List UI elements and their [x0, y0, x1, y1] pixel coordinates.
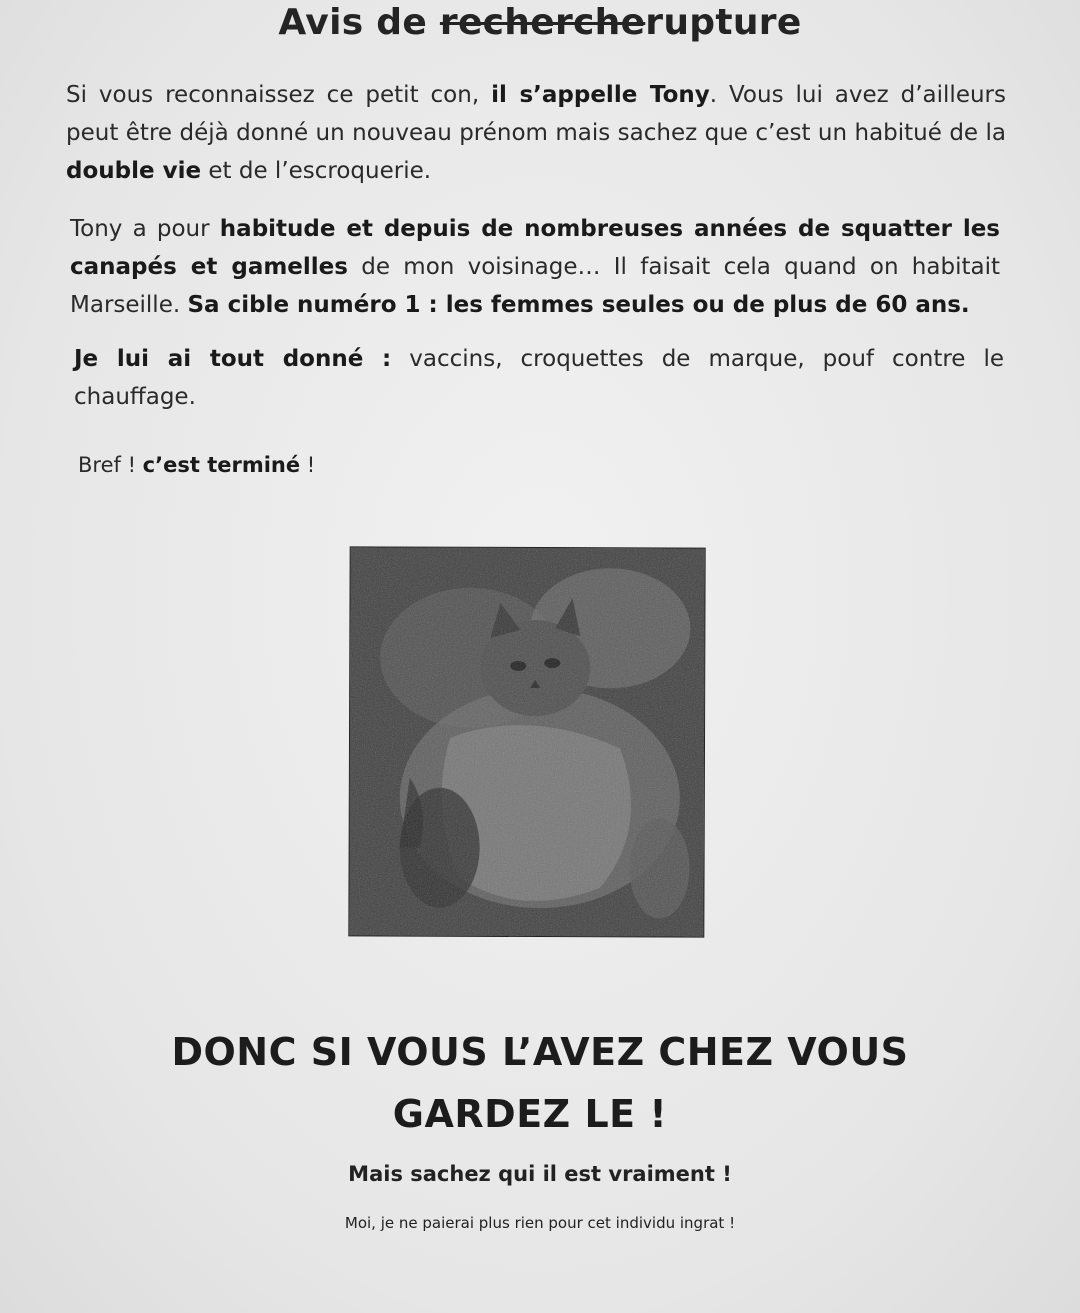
p3-text-1: vaccins, croquettes de marque, pouf contre le chauffage. [74, 346, 1004, 410]
headline-line-2: GARDEZ LE ! [392, 1092, 668, 1136]
p2-bold-2: Sa cible numéro 1 : les femmes seules ou de plus de 60 ans. [187, 292, 970, 318]
p1-text-2: . Vous lui avez d’ailleurs peut être déjà donné un nouveau prénom mais sachez que c’est un habitué de la [66, 82, 1006, 146]
title-struck-word: recherche [439, 2, 646, 43]
p1-bold-1: il s’appelle Tony [491, 82, 710, 108]
bref-text-1: Bref ! [78, 453, 143, 477]
bref-bold-1: c’est terminé [142, 453, 301, 477]
p1-text-1: Si vous reconnaissez ce petit con, [66, 82, 492, 108]
notice-title [0, 2, 1080, 43]
p2-bold-1: habitude et depuis de nombreuses années de squatter les canapés et gamelles [70, 216, 1001, 280]
p1-bold-2: double vie [66, 158, 202, 184]
title-prefix: Avis de [278, 2, 440, 43]
p2-text-2: de mon voisinage… Il faisait cela quand on habitait Marseille. [70, 254, 1000, 318]
paragraph-gifts [74, 340, 1004, 416]
paragraph-bref [78, 446, 678, 484]
p1-text-3: et de l’escroquerie. [201, 158, 432, 184]
paragraph-intro [66, 76, 1006, 190]
cat-photo [348, 546, 705, 937]
footer-line-1: Mais sachez qui il est vraiment ! [348, 1162, 732, 1186]
bref-text-2: ! [300, 453, 316, 477]
p3-bold-1: Je lui ai tout donné : [74, 346, 392, 372]
paragraph-habits [70, 210, 1000, 324]
p2-text-1: Tony a pour [70, 216, 220, 242]
headline-line-1: DONC SI VOUS L’AVEZ CHEZ VOUS [171, 1030, 909, 1074]
footer-line-2: Moi, je ne paierai plus rien pour cet individu ingrat ! [344, 1214, 736, 1232]
title-suffix: rupture [645, 2, 802, 43]
cat-photo-illustration [349, 547, 704, 936]
